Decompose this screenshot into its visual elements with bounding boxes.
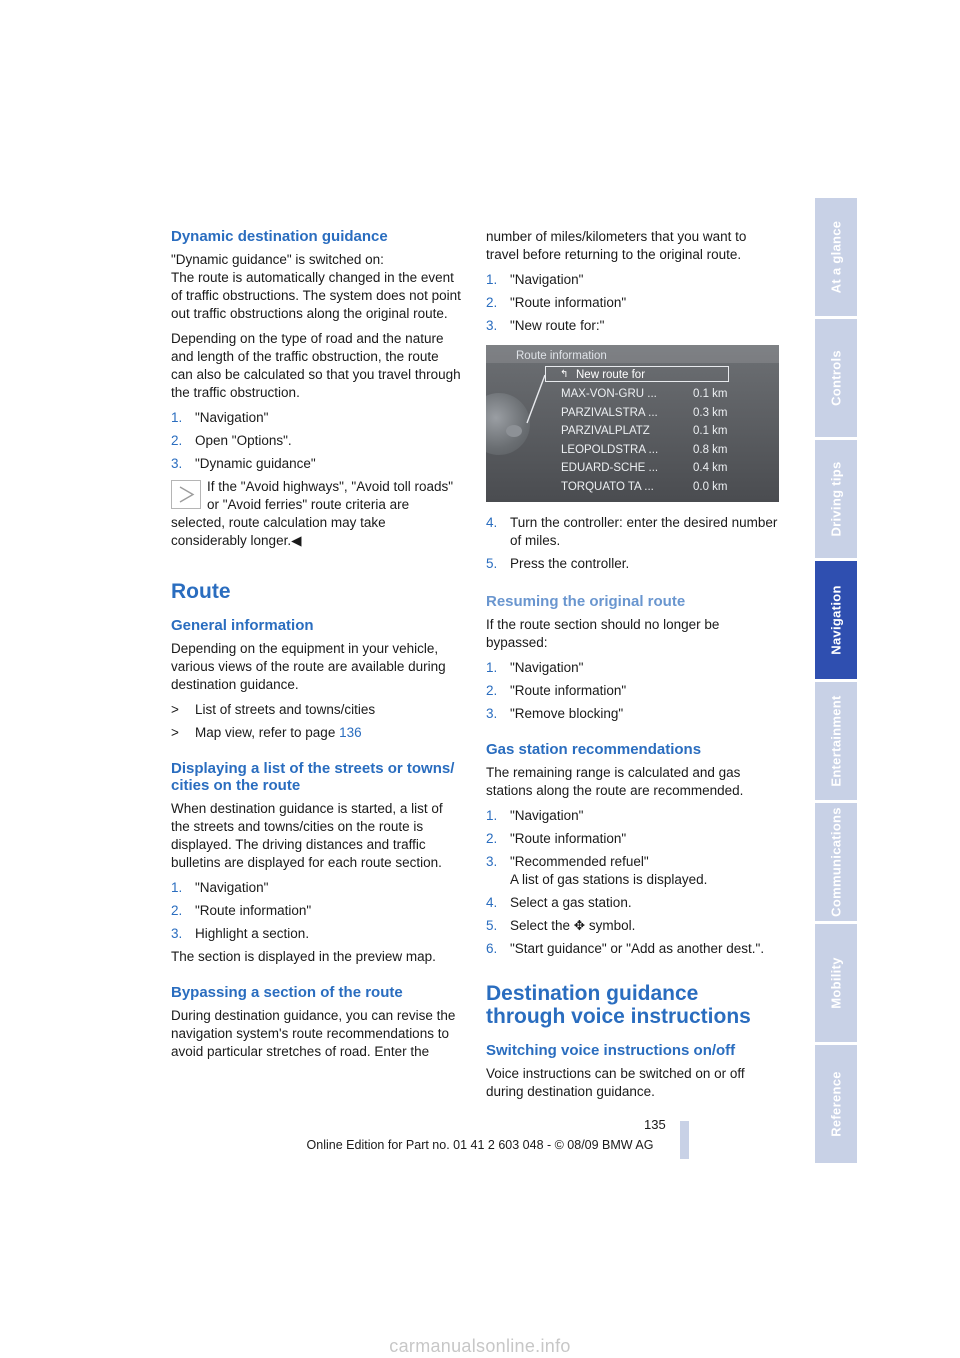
- tab-label: Navigation: [828, 585, 844, 655]
- list-item: [171, 409, 464, 427]
- street-name: PARZIVALPLATZ: [561, 425, 650, 437]
- table-row[interactable]: [561, 459, 771, 478]
- step-text: "New route for:": [510, 318, 605, 333]
- street-distance: 0.1 km: [693, 388, 728, 400]
- street-list-paragraph-2: The section is displayed in the preview map.: [171, 949, 436, 964]
- table-row[interactable]: [561, 478, 771, 497]
- bypass-steps-continued: [486, 514, 779, 573]
- page-number: 135: [644, 1117, 666, 1132]
- bypass-steps: [486, 271, 779, 335]
- step-number: 2.: [171, 903, 183, 918]
- step-number: 3.: [486, 318, 498, 333]
- list-item: [486, 807, 779, 825]
- route-heading: Route: [171, 580, 231, 603]
- step-number: 1.: [171, 410, 183, 425]
- tab-driving-tips[interactable]: [815, 440, 857, 558]
- step-number: 1.: [486, 660, 498, 675]
- note: [171, 478, 464, 550]
- step-text: "Navigation": [510, 808, 584, 823]
- step-text: "Route information": [195, 903, 312, 918]
- tab-label: Driving tips: [828, 461, 844, 537]
- step-text: Select a gas station.: [510, 895, 632, 910]
- step-text: "Recommended refuel" A list of gas stations is displayed.: [510, 854, 708, 887]
- list-item: [486, 830, 779, 848]
- tab-at-a-glance[interactable]: [815, 198, 857, 316]
- list-item: [486, 705, 779, 723]
- watermark: carmanualsonline.info: [389, 1336, 571, 1356]
- list-item: [486, 294, 779, 312]
- street-list-steps: [171, 879, 464, 943]
- step-number: 4.: [486, 515, 498, 530]
- tab-mobility[interactable]: [815, 924, 857, 1042]
- step-number: 3.: [171, 456, 183, 471]
- tab-label: Entertainment: [828, 695, 844, 787]
- street-distance: 0.0 km: [693, 480, 728, 493]
- tab-label: Reference: [828, 1071, 844, 1137]
- dynamic-guidance-heading: Dynamic destination guidance: [171, 228, 388, 245]
- bypass-paragraph-continued: number of miles/kilometers that you want to travel before returning to the original route.: [486, 229, 747, 262]
- step-number: 3.: [486, 854, 498, 869]
- step-number: 3.: [171, 926, 183, 941]
- step-text: "Start guidance" or "Add as another dest.".: [510, 941, 765, 956]
- table-row[interactable]: [561, 404, 771, 423]
- gas-station-heading: Gas station recommendations: [486, 741, 702, 758]
- dynamic-guidance-paragraph-1: "Dynamic guidance" is switched on: The route is automatically changed in the event of traffic obstructions. The system does not point out traffic obstructions along the original route.: [171, 252, 461, 321]
- chapter-tabs: [815, 198, 857, 1166]
- street-distance: 0.4 km: [693, 462, 728, 474]
- street-name: PARZIVALSTRA ...: [561, 406, 658, 419]
- step-number: 2.: [486, 831, 498, 846]
- gas-station-steps: [486, 807, 779, 958]
- step-text: "Route information": [510, 683, 627, 698]
- step-number: 6.: [486, 941, 498, 956]
- street-distance: 0.3 km: [693, 406, 728, 419]
- list-item: [486, 659, 779, 677]
- step-text: Press the controller.: [510, 556, 630, 571]
- right-column: [486, 228, 779, 1108]
- step-text: "Navigation": [510, 272, 584, 287]
- step-number: 2.: [486, 683, 498, 698]
- tab-entertainment[interactable]: [815, 682, 857, 800]
- step-text: "Route information": [510, 295, 627, 310]
- voice-instructions-heading: Destination guidance through voice instructions: [486, 982, 751, 1028]
- list-item: [171, 879, 464, 897]
- table-row[interactable]: [561, 441, 771, 460]
- table-row[interactable]: [561, 385, 771, 404]
- list-item: [171, 455, 464, 473]
- step-text: "Remove blocking": [510, 706, 624, 721]
- dynamic-guidance-steps: [171, 409, 464, 473]
- list-item: [486, 940, 779, 958]
- step-text: "Route information": [510, 831, 627, 846]
- general-info-heading: General information: [171, 617, 314, 634]
- list-item: [171, 432, 464, 450]
- street-name: TORQUATO TA ...: [561, 480, 654, 493]
- list-item: [486, 853, 779, 889]
- controller-indicator: [506, 425, 522, 437]
- step-number: 2.: [171, 433, 183, 448]
- switch-voice-paragraph: Voice instructions can be switched on or off during destination guidance.: [486, 1066, 745, 1099]
- step-number: 2.: [486, 295, 498, 310]
- screen-header-new-route[interactable]: [545, 366, 729, 382]
- tab-label: At a glance: [828, 220, 844, 294]
- list-item: [486, 917, 779, 935]
- route-arrow-icon: ↰: [560, 369, 569, 380]
- step-text: Highlight a section.: [195, 926, 310, 941]
- step-number: 5.: [486, 918, 498, 933]
- general-info-paragraph: Depending on the equipment in your vehicle, various views of the route are available during destination guidance.: [171, 641, 446, 692]
- step-text: "Navigation": [195, 410, 269, 425]
- list-item: [486, 317, 779, 335]
- step-number: 1.: [486, 808, 498, 823]
- step-text: Turn the controller: enter the desired number of miles.: [510, 515, 778, 548]
- step-number: 1.: [486, 272, 498, 287]
- bullet-text: List of streets and towns/cities: [195, 702, 376, 717]
- step-text: "Navigation": [510, 660, 584, 675]
- step-number: 5.: [486, 556, 498, 571]
- bullet-text: Map view, refer to page: [195, 725, 340, 740]
- list-item: [486, 514, 779, 550]
- tab-communications[interactable]: [815, 803, 857, 921]
- bypass-heading: Bypassing a section of the route: [171, 984, 403, 1001]
- general-info-bullets: [171, 701, 464, 742]
- screen-header-label: New route for: [576, 369, 646, 381]
- list-item: [171, 925, 464, 943]
- step-text: "Dynamic guidance": [195, 456, 316, 471]
- table-row[interactable]: [561, 422, 771, 441]
- bypass-paragraph: During destination guidance, you can revise the navigation system's route recommendations to avoid particular stretches of road. Enter the: [171, 1008, 456, 1059]
- street-name: EDUARD-SCHE ...: [561, 462, 659, 474]
- tab-navigation[interactable]: [815, 561, 857, 679]
- list-item: [171, 902, 464, 920]
- step-number: 3.: [486, 706, 498, 721]
- route-information-screen: [486, 345, 779, 502]
- note-icon: [171, 480, 201, 509]
- tab-label: Controls: [828, 350, 844, 406]
- tab-label: Communications: [828, 807, 844, 917]
- street-name: MAX-VON-GRU ...: [561, 388, 657, 400]
- screen-title: Route information: [516, 350, 607, 362]
- street-distance: 0.8 km: [693, 443, 728, 456]
- step-number: 4.: [486, 895, 498, 910]
- screen-street-list: [561, 385, 771, 496]
- dynamic-guidance-paragraph-2: Depending on the type of road and the nature and length of the traffic obstruction, the route can also be calculated so that you travel through the traffic obstruction.: [171, 331, 461, 400]
- step-text: Open "Options".: [195, 433, 292, 448]
- step-text: "Navigation": [195, 880, 269, 895]
- note-text: If the "Avoid highways", "Avoid toll roads" or "Avoid ferries" route criteria are selected, route calculation may take considerably longer.◀: [171, 479, 454, 548]
- tab-label: Mobility: [828, 957, 844, 1009]
- list-item: [486, 271, 779, 289]
- street-list-paragraph: When destination guidance is started, a list of the streets and towns/cities on the route is displayed. The driving distances and traffic bulletins are displayed for each route section.: [171, 801, 443, 870]
- street-name: LEOPOLDSTRA ...: [561, 443, 659, 456]
- step-number: 1.: [171, 880, 183, 895]
- resume-route-heading: Resuming the original route: [486, 593, 686, 610]
- street-list-heading: Displaying a list of the streets or towns/ cities on the route: [171, 760, 455, 794]
- resume-route-paragraph: If the route section should no longer be bypassed:: [486, 617, 720, 650]
- step-text: Select the ✥ symbol.: [510, 918, 636, 933]
- switch-voice-heading: Switching voice instructions on/off: [486, 1042, 736, 1059]
- list-item: [486, 894, 779, 912]
- bullet-mark: >: [171, 702, 179, 717]
- resume-route-steps: [486, 659, 779, 723]
- gas-station-paragraph: The remaining range is calculated and gas stations along the route are recommended.: [486, 765, 744, 798]
- list-item: [171, 724, 464, 742]
- bullet-mark: >: [171, 725, 179, 740]
- footer-text: Online Edition for Part no. 01 41 2 603 048 - © 08/09 BMW AG: [306, 1138, 654, 1152]
- street-distance: 0.1 km: [693, 425, 728, 437]
- left-column: [171, 228, 464, 1068]
- tab-controls[interactable]: [815, 319, 857, 437]
- page-reference-link[interactable]: 136: [339, 725, 362, 740]
- list-item: [486, 682, 779, 700]
- list-item: [486, 555, 779, 573]
- list-item: [171, 701, 464, 719]
